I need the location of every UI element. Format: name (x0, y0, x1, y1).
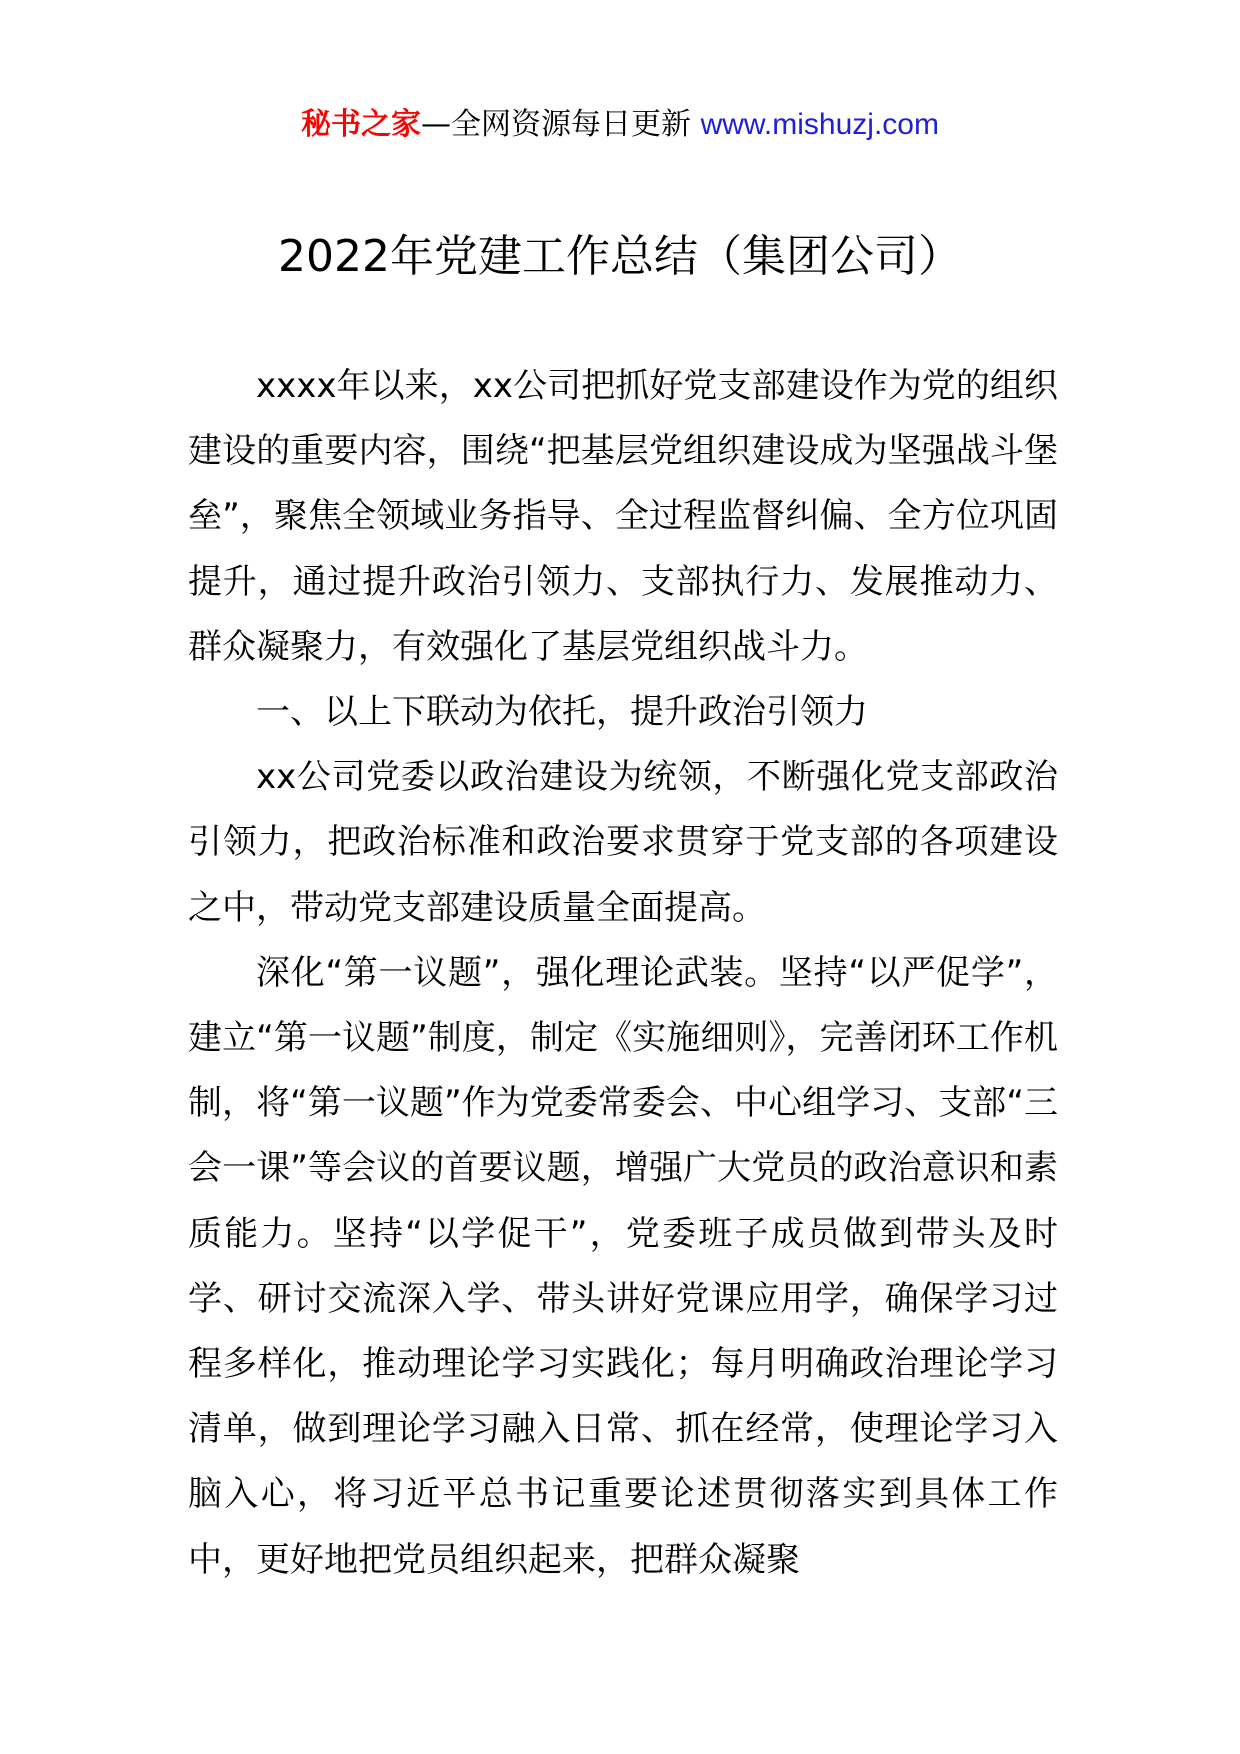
site-header (0, 98, 1240, 152)
section-heading-1: 一、以上下联动为依托，提升政治引领力 (256, 692, 868, 733)
paragraph-intro: xxxx年以来，xx公司把抓好党支部建设作为党的组织建设的重要内容，围绕“把基层党组织建设成为坚强战斗堡垒”，聚焦全领域业务指导、全过程监督纠偏、全方位巩固提升，通过提升政治引领力、支部执行力、发展推动力、群众凝聚力，有效强化了基层党组织战斗力。 (188, 366, 1058, 667)
document-body (188, 354, 1058, 1593)
site-brand: 秘书之家 (301, 107, 422, 142)
site-url-link[interactable]: www.mishuzj.com (700, 108, 939, 141)
site-tagline: —全网资源每日更新 (421, 107, 692, 142)
paragraph-section-1-intro: xx公司党委以政治建设为统领，不断强化党支部政治引领力，把政治标准和政治要求贯穿于党支部的各项建设之中，带动党支部建设质量全面提高。 (188, 757, 1058, 928)
document-title: 2022年党建工作总结（集团公司） (278, 231, 962, 282)
paragraph-section-1-detail: 深化“第一议题”，强化理论武装。坚持“以严促学”，建立“第一议题”制度，制定《实施细则》，完善闭环工作机制，将“第一议题”作为党委常委会、中心组学习、支部“三会一课”等会议的首要议题，增强广大党员的政治意识和素质能力。坚持“以学促干”，党委班子成员做到带头及时学、研讨交流深入学、带头讲好党课应用学，确保学习过程多样化，推动理论学习实践化；每月明确政治理论学习清单，做到理论学习融入日常、抓在经常，使理论学习入脑入心，将习近平总书记重要论述贯彻落实到具体工作中，更好地把党员组织起来，把群众凝聚 (188, 952, 1058, 1580)
